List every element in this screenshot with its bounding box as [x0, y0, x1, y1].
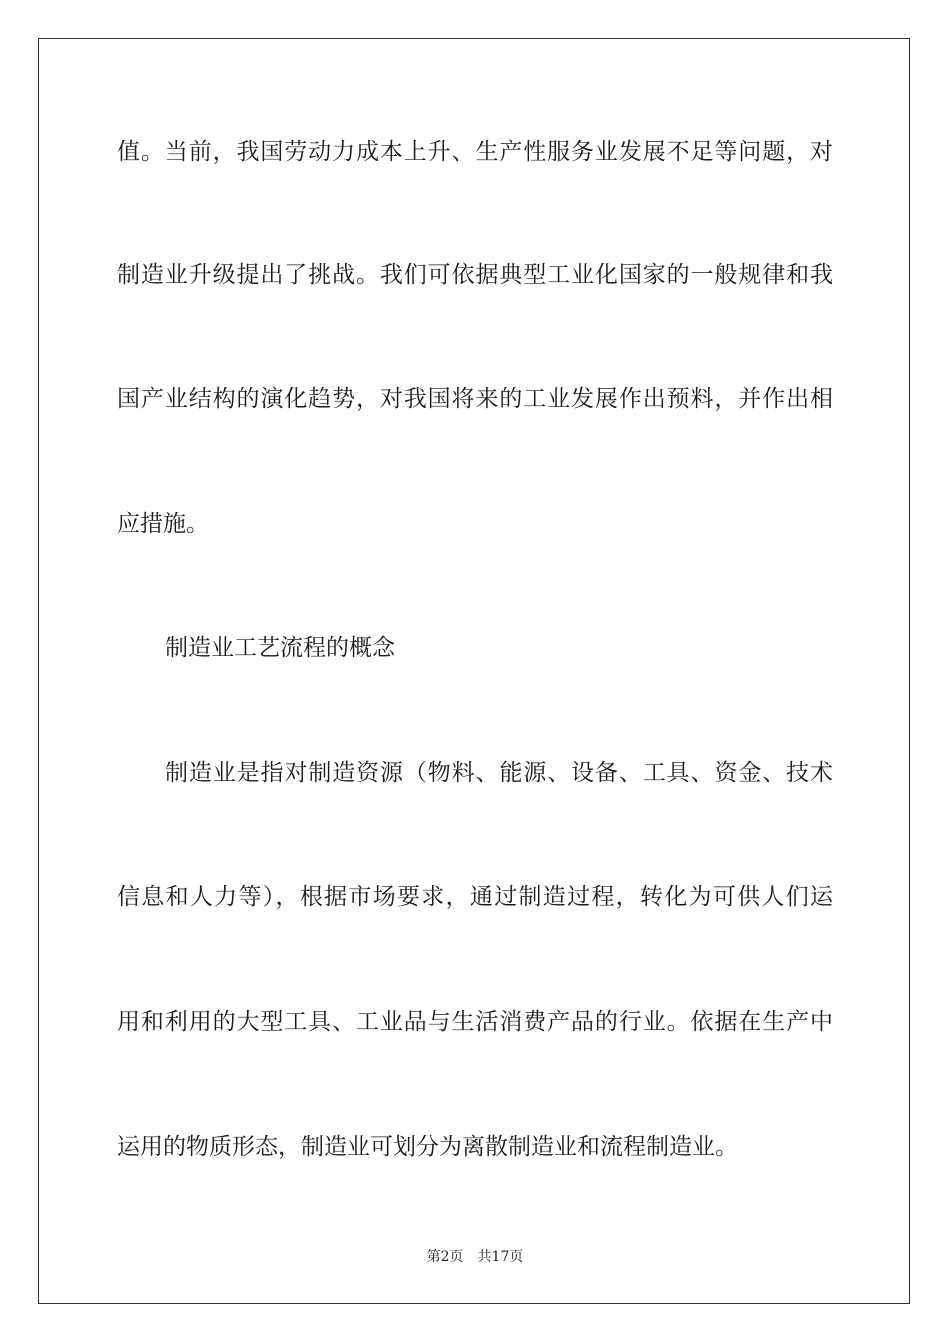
section-heading: 制造业工艺流程的概念	[165, 635, 395, 661]
body-line-4: 应措施。	[117, 511, 209, 537]
paragraph2-line-1: 制造业是指对制造资源（物料、能源、设备、工具、资金、技术	[165, 760, 833, 786]
page-footer	[0, 1248, 950, 1266]
total-pages: 共17页	[477, 1249, 524, 1265]
page-border	[38, 38, 910, 1304]
body-line-2: 制造业升级提出了挑战。我们可依据典型工业化国家的一般规律和我	[117, 262, 833, 288]
body-line-3: 国产业结构的演化趋势，对我国将来的工业发展作出预料，并作出相	[117, 386, 833, 412]
page-number: 第2页	[426, 1249, 464, 1265]
body-line-1: 值。当前，我国劳动力成本上升、生产性服务业发展不足等问题，对	[117, 139, 833, 165]
paragraph2-line-4: 运用的物质形态，制造业可划分为离散制造业和流程制造业。	[117, 1134, 738, 1160]
paragraph2-line-2: 信息和人力等），根据市场要求，通过制造过程，转化为可供人们运	[117, 884, 833, 910]
paragraph2-line-3: 用和利用的大型工具、工业品与生活消费产品的行业。依据在生产中	[117, 1009, 833, 1035]
